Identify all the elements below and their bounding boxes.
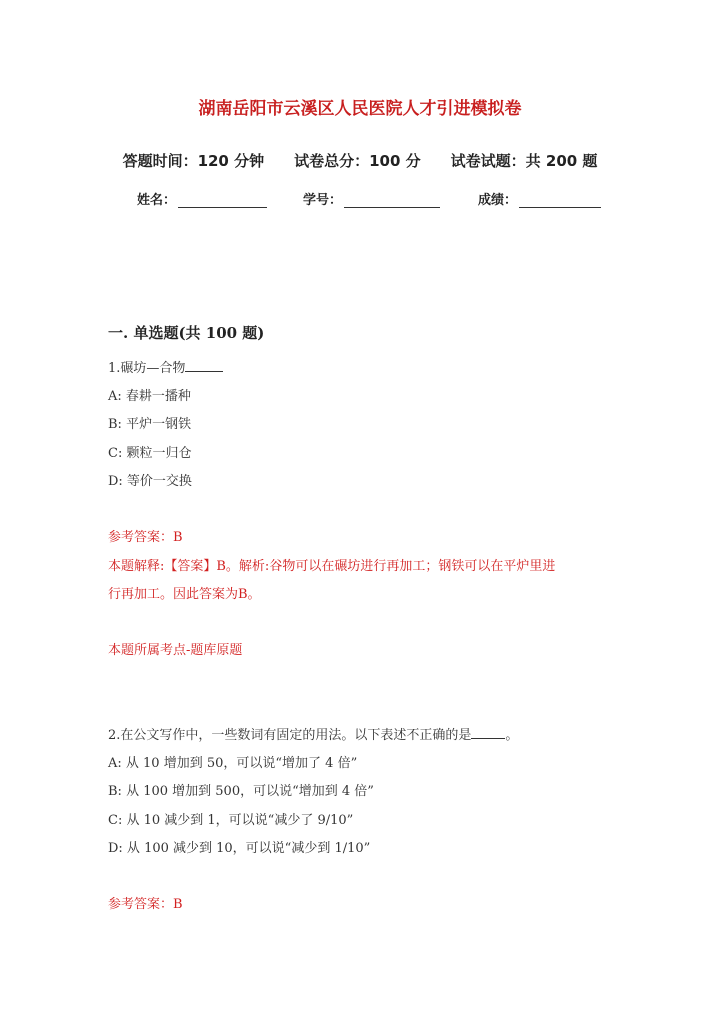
- name-label: 姓名：: [137, 193, 177, 208]
- question-1-explanation-line-2: 行再加工。因此答案为B。: [108, 587, 261, 602]
- question-2-option-d: D: 从 100 减少到 10，可以说“减少到 1/10”: [108, 841, 371, 856]
- question-1-knowledge-point: 本题所属考点-题库原题: [108, 643, 243, 658]
- grade-field[interactable]: [478, 189, 601, 208]
- question-2-option-a: A: 从 10 增加到 50，可以说“增加了 4 倍”: [108, 756, 358, 771]
- name-field[interactable]: [137, 189, 267, 208]
- student-id-field[interactable]: [303, 189, 440, 208]
- student-id-blank[interactable]: [344, 193, 440, 208]
- student-info-fields: [137, 189, 601, 208]
- answer-blank: [471, 726, 505, 739]
- question-2-stem: 2.在公文写作中，一些数词有固定的用法。以下表述不正确的是 。: [108, 728, 519, 743]
- exam-meta: [0, 150, 720, 171]
- section-title: 一. 单选题(共 100 题): [108, 324, 265, 342]
- question-1-option-a: A: 春耕一播种: [108, 389, 191, 404]
- question-2-option-c: C: 从 10 减少到 1，可以说“减少了 9/10”: [108, 813, 354, 828]
- exam-time: 答题时间：120 分钟: [122, 152, 265, 170]
- answer-blank: [185, 359, 223, 372]
- question-1-option-d: D: 等价一交换: [108, 474, 192, 489]
- question-1-explanation-line-1: 本题解释:【答案】B。解析:谷物可以在碾坊进行再加工；钢铁可以在平炉里进: [108, 559, 556, 574]
- question-2-option-b: B: 从 100 增加到 500，可以说“增加到 4 倍”: [108, 784, 374, 799]
- question-1-option-c: C: 颗粒一归仓: [108, 446, 192, 461]
- document-title: 湖南岳阳市云溪区人民医院人才引进模拟卷: [198, 99, 522, 119]
- exam-question-count: 试卷试题：共 200 题: [450, 152, 598, 170]
- grade-label: 成绩：: [478, 193, 518, 208]
- student-id-label: 学号：: [303, 193, 343, 208]
- question-1-answer: 参考答案：B: [108, 530, 183, 545]
- exam-total-score: 试卷总分：100 分: [294, 152, 421, 170]
- name-blank[interactable]: [178, 193, 267, 208]
- question-1-stem: 1.碾坊—合物: [108, 357, 223, 376]
- grade-blank[interactable]: [519, 193, 601, 208]
- question-2-answer: 参考答案：B: [108, 897, 183, 912]
- question-1-option-b: B: 平炉一钢铁: [108, 417, 192, 432]
